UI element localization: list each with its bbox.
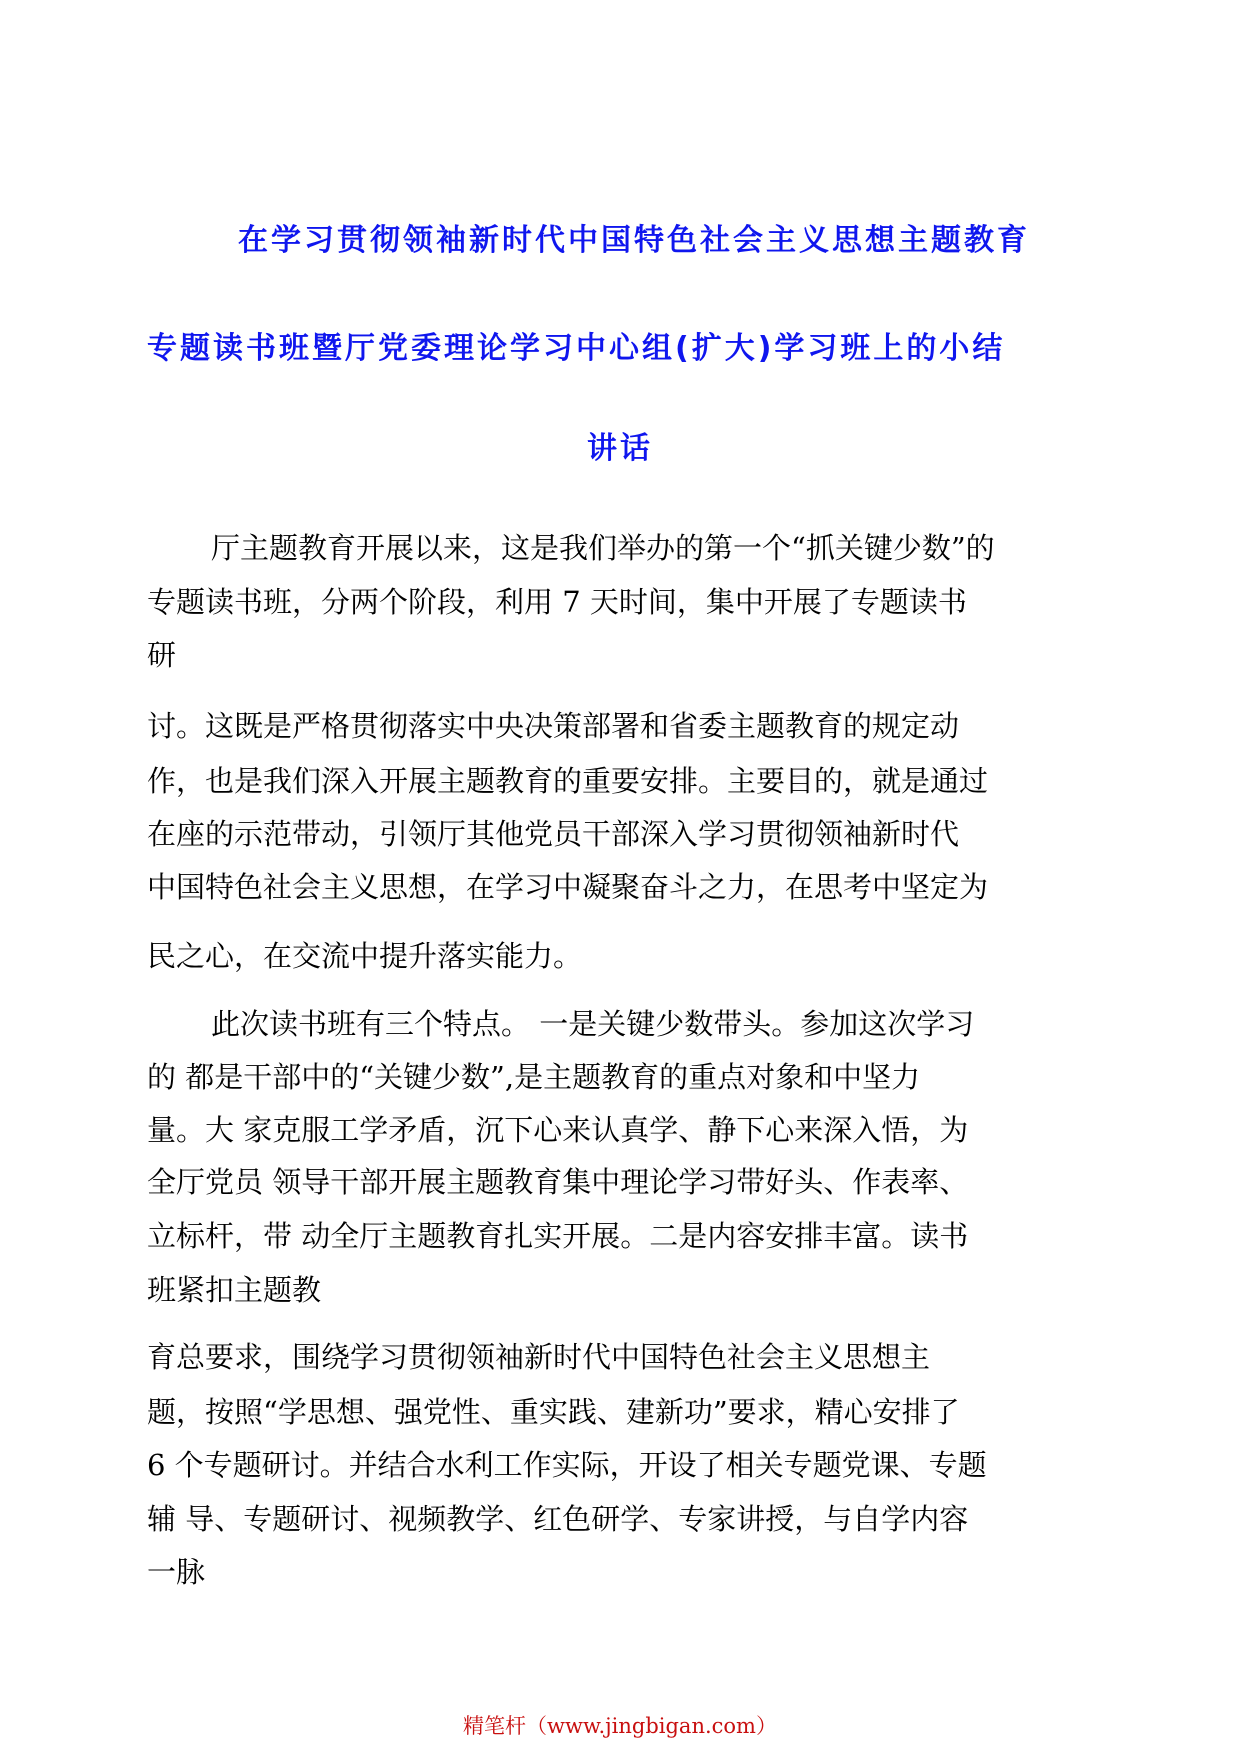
body-line: 厅主题教育开展以来，这是我们举办的第一个“抓关键少数”的	[211, 531, 995, 565]
body-line: 民之心，在交流中提升落实能力。	[147, 939, 583, 973]
title-line-1: 在学习贯彻领袖新时代中国特色社会主义思想主题教育	[238, 223, 1030, 258]
body-line: 此次读书班有三个特点。 一是关键少数带头。参加这次学习	[211, 1007, 975, 1041]
body-line: 在座的示范带动，引领厅其他党员干部深入学习贯彻领袖新时代	[147, 817, 960, 851]
body-line: 作，也是我们深入开展主题教育的重要安排。主要目的，就是通过	[147, 764, 989, 798]
body-line: 专题读书班，分两个阶段，利用 7 天时间，集中开展了专题读书	[147, 585, 967, 619]
body-line: 讨。这既是严格贯彻落实中央决策部署和省委主题教育的规定动	[147, 709, 960, 743]
body-line: 立标杆，带 动全厅主题教育扎实开展。二是内容安排丰富。读书	[147, 1219, 969, 1253]
body-line: 育总要求，围绕学习贯彻领袖新时代中国特色社会主义思想主	[147, 1340, 931, 1374]
body-line: 题，按照“学思想、强党性、重实践、建新功”要求，精心安排了	[147, 1395, 960, 1429]
body-line: 一脉	[147, 1555, 206, 1589]
body-line: 的 都是干部中的“关键少数”,是主题教育的重点对象和中坚力	[147, 1060, 921, 1094]
body-line: 量。大 家克服工学矛盾，沉下心来认真学、静下心来深入悟，为	[147, 1113, 969, 1147]
body-line: 辅 导、专题研讨、视频教学、红色研学、专家讲授，与自学内容	[147, 1502, 969, 1536]
title-line-3: 讲话	[587, 431, 653, 466]
body-line: 中国特色社会主义思想，在学习中凝聚奋斗之力，在思考中坚定为	[147, 870, 989, 904]
body-line: 研	[147, 638, 177, 672]
body-line: 6 个专题研讨。并结合水利工作实际，开设了相关专题党课、专题	[147, 1448, 987, 1482]
body-line: 全厅党员 领导干部开展主题教育集中理论学习带好头、作表率、	[147, 1165, 969, 1199]
footer-watermark: 精笔杆（www.jingbigan.com）	[463, 1714, 777, 1738]
title-line-2: 专题读书班暨厅党委理论学习中心组(扩大)学习班上的小结	[147, 331, 1006, 366]
body-line: 班紧扣主题教	[147, 1273, 322, 1307]
